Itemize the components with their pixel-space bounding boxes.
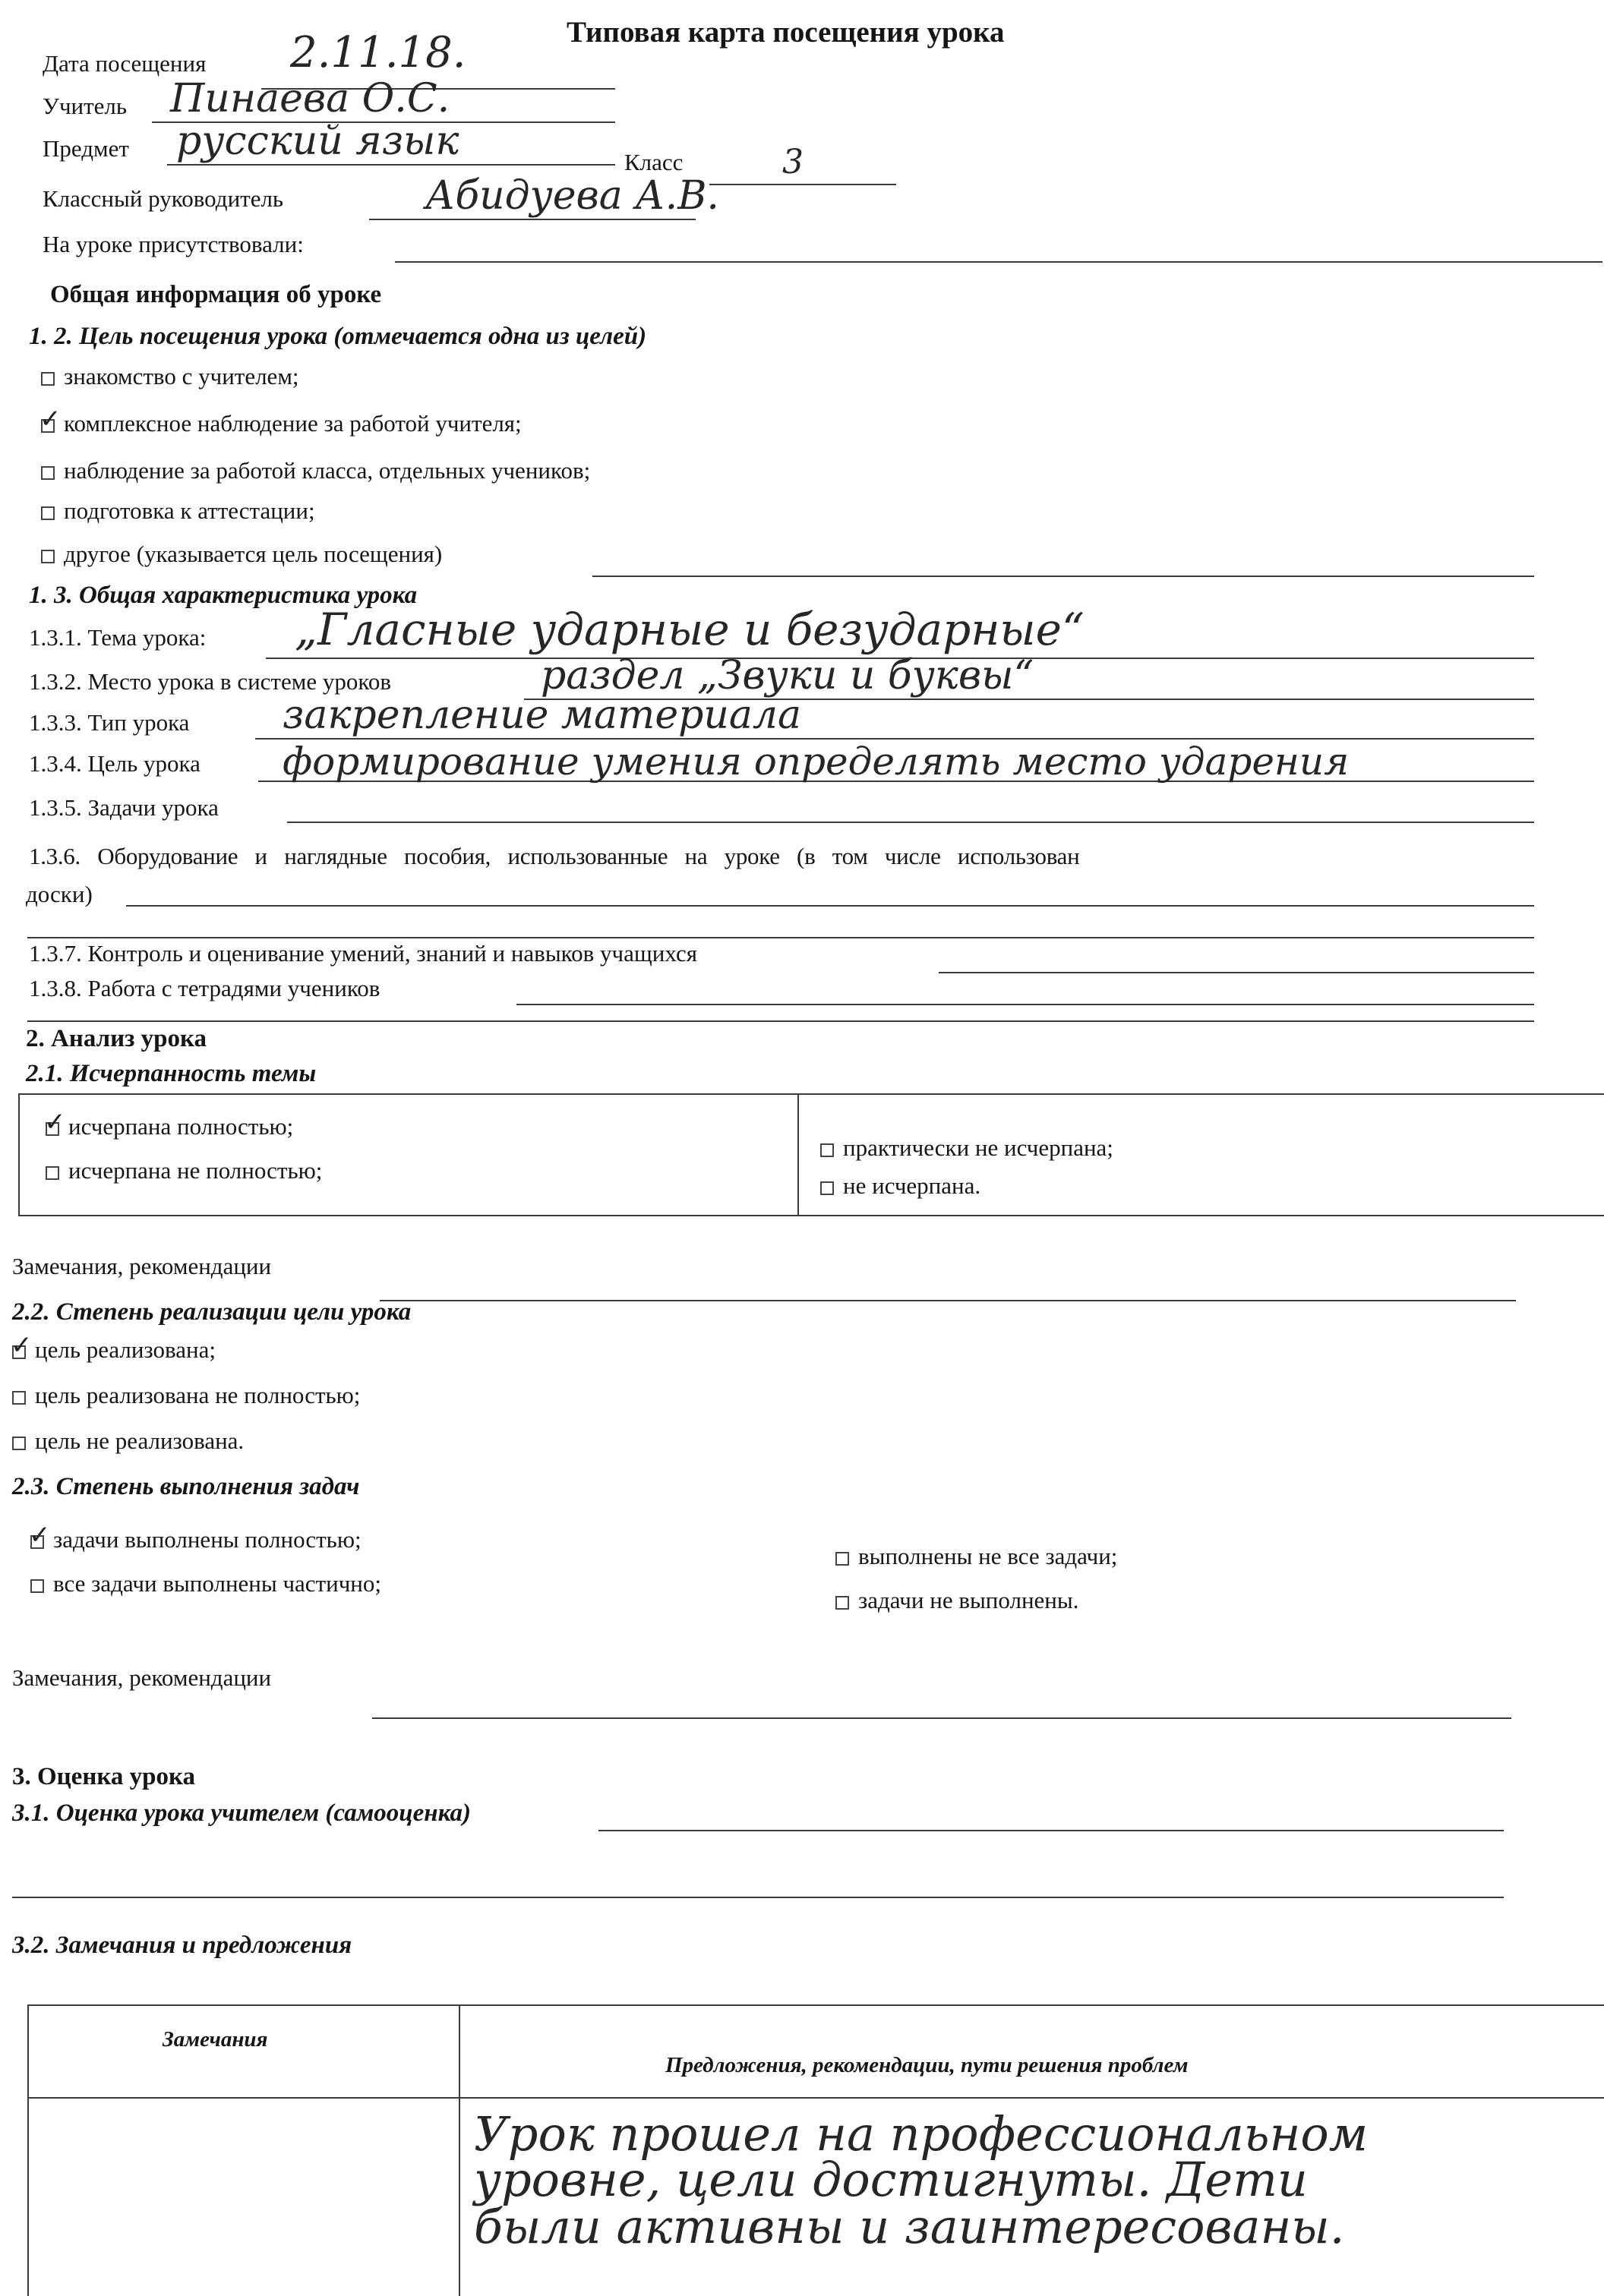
present-label: На уроке присутствовали:: [43, 231, 304, 257]
class-teacher-value[interactable]: Абидуева А.В.: [425, 173, 719, 219]
s32-table-left: [27, 2004, 29, 2296]
s21-table-divider: [797, 1093, 799, 1215]
checkbox[interactable]: [41, 550, 55, 563]
s21-table-bottom: [18, 1215, 1604, 1216]
s32-table-header-bottom: [27, 2097, 1604, 2099]
tasks-label: 1.3.5. Задачи урока: [29, 794, 219, 821]
s21-item-3[interactable]: практически не исчерпана;: [820, 1134, 1113, 1162]
goal-item-5[interactable]: другое (указывается цель посещения): [41, 541, 442, 568]
subject-value[interactable]: русский язык: [176, 118, 459, 164]
check-mark-icon: ✓: [39, 404, 62, 434]
equipment-label-2: доски): [26, 881, 93, 907]
remarks-line-1: [380, 1300, 1516, 1301]
checkbox[interactable]: [835, 1596, 849, 1610]
check-mark-icon: ✓: [11, 1330, 33, 1361]
s12-heading: 1. 2. Цель посещения урока (отмечается одна из целей): [29, 323, 647, 350]
s13-heading: 1. 3. Общая характеристика урока: [29, 582, 418, 609]
checkbox[interactable]: [835, 1552, 849, 1566]
checkbox-checked[interactable]: [29, 1520, 51, 1550]
checkbox[interactable]: [41, 506, 55, 520]
checkbox[interactable]: [46, 1166, 59, 1180]
s22-item-2[interactable]: цель реализована не полностью;: [12, 1382, 360, 1409]
s23-item-4[interactable]: задачи не выполнены.: [835, 1587, 1078, 1614]
s22-item-1[interactable]: ✓ цель реализована;: [11, 1330, 216, 1363]
type-value[interactable]: закрепление материала: [283, 692, 801, 738]
class-value[interactable]: 3: [782, 143, 804, 181]
s23-item-2[interactable]: все задачи выполнены частично;: [30, 1570, 381, 1597]
checkbox[interactable]: [820, 1181, 834, 1195]
page-title: Типовая карта посещения урока: [567, 16, 1005, 49]
goal-item-2[interactable]: ✓ комплексное наблюдение за работой учителя;: [39, 404, 522, 437]
s31-line-1: [598, 1830, 1504, 1831]
goal-item-4[interactable]: подготовка к аттестации;: [41, 497, 315, 525]
tasks-line: [287, 822, 1534, 823]
notebooks-line: [516, 1004, 1534, 1005]
remarks-label-1: Замечания, рекомендации: [12, 1253, 272, 1279]
check-mark-icon: ✓: [29, 1520, 51, 1550]
topic-label: 1.3.1. Тема урока:: [29, 624, 207, 651]
subject-label: Предмет: [43, 135, 129, 162]
class-label: Класс: [624, 149, 684, 175]
s22-item-3[interactable]: цель не реализована.: [12, 1427, 244, 1455]
check-mark-icon: ✓: [44, 1107, 66, 1137]
goal-item-3[interactable]: наблюдение за работой класса, отдельных учеников;: [41, 457, 590, 484]
col-proposals-header: Предложения, рекомендации, пути решения проблем: [665, 2053, 1189, 2077]
class-teacher-label: Классный руководитель: [43, 185, 284, 212]
section3-heading: 3. Оценка урока: [12, 1763, 195, 1790]
goal-other-line: [592, 576, 1534, 577]
proposal-line-2[interactable]: уровне, цели достигнуты. Дети: [474, 2152, 1308, 2207]
s22-heading: 2.2. Степень реализации цели урока: [12, 1298, 412, 1326]
type-label: 1.3.3. Тип урока: [29, 709, 190, 736]
checkbox[interactable]: [12, 1391, 26, 1405]
checkbox-checked[interactable]: [44, 1107, 66, 1137]
section2-heading: 2. Анализ урока: [26, 1025, 207, 1052]
s21-item-2[interactable]: исчерпана не полностью;: [46, 1157, 322, 1184]
place-value[interactable]: раздел „Звуки и буквы“: [541, 653, 1034, 699]
control-label: 1.3.7. Контроль и оценивание умений, знаний и навыков учащихся: [29, 940, 697, 967]
remarks-line-2: [372, 1717, 1511, 1719]
checkbox[interactable]: [820, 1143, 834, 1157]
s23-item-1[interactable]: ✓ задачи выполнены полностью;: [29, 1520, 362, 1553]
aim-value[interactable]: формирование умения определять место ударения: [283, 740, 1350, 784]
s21-item-4[interactable]: не исчерпана.: [820, 1172, 980, 1200]
place-label: 1.3.2. Место урока в системе уроков: [29, 668, 391, 695]
notebooks-line-2: [27, 1020, 1534, 1022]
checkbox[interactable]: [41, 466, 55, 480]
proposal-line-3[interactable]: были активны и заинтересованы.: [474, 2199, 1345, 2254]
checkbox[interactable]: [41, 372, 55, 386]
class-line: [709, 184, 896, 185]
date-label: Дата посещения: [43, 50, 207, 77]
s21-table-left: [18, 1093, 20, 1215]
s32-heading: 3.2. Замечания и предложения: [12, 1932, 352, 1959]
notebooks-label: 1.3.8. Работа с тетрадями учеников: [29, 975, 380, 1001]
col-remarks-header: Замечания: [163, 2027, 268, 2052]
goal-item-1[interactable]: знакомство с учителем;: [41, 363, 299, 390]
class-teacher-line: [369, 219, 696, 220]
control-line: [939, 972, 1534, 973]
s31-heading: 3.1. Оценка урока учителем (самооценка): [12, 1799, 472, 1827]
s32-table-divider: [459, 2004, 460, 2296]
section1-heading: Общая информация об уроке: [50, 281, 382, 308]
checkbox[interactable]: [30, 1579, 44, 1593]
subject-line: [167, 164, 615, 166]
checkbox[interactable]: [12, 1437, 26, 1450]
s21-item-1[interactable]: ✓ исчерпана полностью;: [44, 1107, 294, 1140]
s21-heading: 2.1. Исчерпанность темы: [26, 1060, 317, 1087]
aim-label: 1.3.4. Цель урока: [29, 750, 200, 777]
s23-heading: 2.3. Степень выполнения задач: [12, 1473, 360, 1500]
date-value[interactable]: 2.11.18.: [290, 28, 466, 77]
remarks-label-2: Замечания, рекомендации: [12, 1664, 272, 1691]
s31-line-2: [12, 1897, 1504, 1898]
s21-table-top: [18, 1093, 1604, 1095]
equipment-line-2: [27, 937, 1534, 938]
topic-value[interactable]: „Гласные ударные и безударные“: [295, 604, 1085, 655]
teacher-value[interactable]: Пинаева О.С.: [170, 76, 450, 121]
present-line: [395, 261, 1602, 263]
teacher-label: Учитель: [43, 93, 128, 119]
equipment-label: 1.3.6. Оборудование и наглядные пособия, использованные на уроке (в том числе использован: [29, 843, 1080, 869]
checkbox-checked[interactable]: [11, 1330, 33, 1361]
equipment-line: [126, 905, 1534, 907]
s23-item-3[interactable]: выполнены не все задачи;: [835, 1543, 1117, 1570]
checkbox-checked[interactable]: [39, 404, 62, 434]
s32-table-top: [27, 2004, 1604, 2006]
proposal-line-1[interactable]: Урок прошел на профессиональном: [474, 2106, 1369, 2162]
